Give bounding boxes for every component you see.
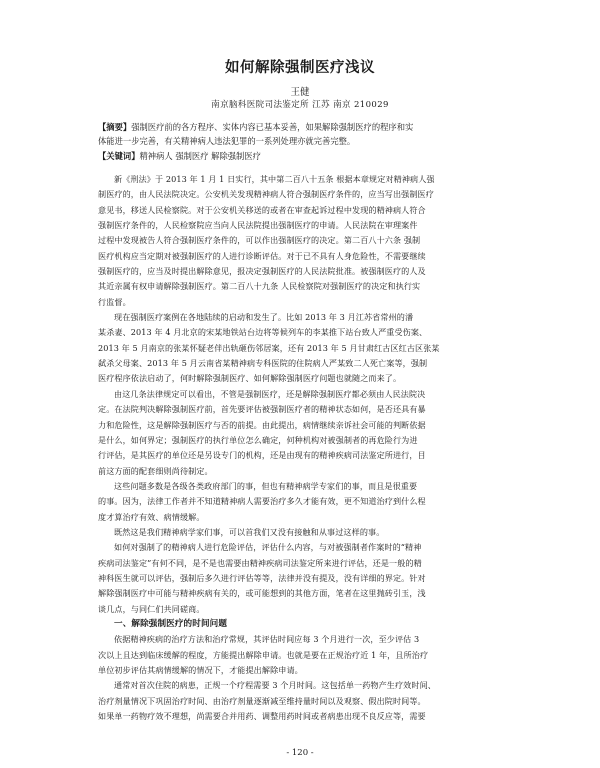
body-line: 过程中发现被告人符合强制医疗条件的，可以作出强制医疗的决定。第二百八十六条 强制 <box>98 235 421 246</box>
keywords-text: 精神病人 强制医疗 解除强制医疗 <box>139 151 261 161</box>
section-heading: 一、解除强制医疗的时间问题 <box>114 618 228 629</box>
body-line: 现在强制医疗案例在各地陆续的启动和发生了。比如 2013 年 3 月江苏省常州的潘 <box>114 312 414 323</box>
body-line: 如何对强制了的精神病人进行危险评估，评估什么内容，与对被强制者作案时的“精神 <box>114 542 422 553</box>
body-line: 既然这是我们精神病学家们事，可以首我们又没有接触和从事过这样的事。 <box>114 526 385 537</box>
body-line: 通常对首次住院的病患，正规一个疗程需要 3 个月时间。这包括单一药物产生疗效时间、 <box>114 680 436 691</box>
body-line: 医疗程序依法启动了，何时解除强制医疗、如何解除强制医疗问题也就随之而来了。 <box>98 373 402 384</box>
body-line: 单位初步评估其病情缓解的情况下，才能提出解除申请。 <box>98 665 303 675</box>
body-line: 神科医生就可以评估，强制后多久进行评估等等，法律并没有提及，没有详细的界定。针对 <box>98 572 426 583</box>
body-line: 强制医疗条件的，人民检察院应当向人民法院提出强制医疗的申请。人民法院在审理案件 <box>98 220 418 231</box>
page-number: - 120 - <box>286 748 314 758</box>
body-line: 是什么，如何界定；强制医疗的执行单位怎么确定，何种机构对被强制者的再危险行为进 <box>98 434 418 445</box>
body-line: 解除强制医疗中可能与精神疾病有关的，或可能想到的其他方面，笔者在这里抛砖引玉，浅 <box>98 588 426 599</box>
body-line: 定。在法院判决解除强制医疗前，首先要评估被强制医疗者的精神状态如何，是否还具有暴 <box>98 404 426 415</box>
body-line: 依据精神疾病的治疗方法和治疗常规，其评估时间应每 3 个月进行一次，至少评估 3 <box>114 634 420 645</box>
page-title: 如何解除强制医疗浅议 <box>225 60 375 76</box>
body-line: 新《刑法》于 2013 年 1 月 1 日实行，其中第二百八十五条 根据本章规定对精神病人强 <box>114 174 435 184</box>
body-line: 次以上且达到临床缓解的程度，方能提出解除申请。也就是要在正规治疗近 1 年，且所治疗 <box>98 649 429 660</box>
abstract-text: 强制医疗前的各方程序、实体内容已基本妥善，如果解除强制医疗的程序和实 <box>131 122 414 132</box>
author-name: 王健 <box>290 87 310 98</box>
body-line: 意见书，移送人民检察院。对于公安机关移送的或者在审查起诉过程中发现的精神病人符合 <box>98 204 426 215</box>
abstract-line-2: 体能进一步完善，有关精神病人违法犯罪的一系列处理亦就完善完整。 <box>98 136 356 146</box>
body-line: 某杀妻、2013 年 4 月北京的宋某地铁站台边将等候列车的李某推下站台致人严重受伤案、 <box>98 327 428 338</box>
body-line: 度才算治疗有效、病情缓解。 <box>98 511 205 522</box>
keywords-line <box>98 149 510 163</box>
body-line: 谈几点，与同仁们共同磋商。 <box>98 603 205 614</box>
body-line: 的事。因为，法律工作者并不知道精神病人需要治疗多久才能有效，更不知道治疗到什么程 <box>98 496 426 507</box>
body-line: 这些问题多数是各级各类政府部门的事，但也有精神病学专家们的事，而且是很重要 <box>114 480 418 491</box>
affiliation: 南京脑科医院司法鉴定所 江苏 南京 210029 <box>211 100 389 110</box>
body-line: 医疗机构应当定期对被强制医疗的人进行诊断评估。对于已不具有人身危险性，不需要继续 <box>98 250 426 261</box>
body-line: 制医疗的，由人民法院决定。公安机关发现精神病人符合强制医疗条件的，应当写出强制医疗 <box>98 189 434 200</box>
abstract-line-1 <box>98 120 510 134</box>
body-line: 行评估，是其医疗的单位还是另设专门的机构，还是由现有的精神疾病司法鉴定所进行，目 <box>98 450 426 461</box>
body-line: 行监督。 <box>98 296 131 307</box>
body-line: 由这几条法律规定可以看出，不管是强制医疗，还是解除强制医疗都必须由人民法院决 <box>114 388 426 399</box>
body-line: 疾病司法鉴定”有何不同，是不是也需要由精神疾病司法鉴定所来进行评估，还是一般的精 <box>98 557 422 568</box>
body-line: 力和危险性，这是解除强制医疗与否的前提。由此提出，病情继续亲诉社会可能的判断依据 <box>98 419 426 430</box>
body-line: 2013 年 5 月南京的张某怀疑老伴出轨砸伤邻居案，还有 2013 年 5 月甘肃红古区红古区张某 <box>98 342 440 353</box>
keywords-label: 【关键词】 <box>98 151 140 161</box>
body-text <box>98 172 512 724</box>
body-line: 其近亲属有权申请解除强制医疗。第二百八十九条 人民检察院对强制医疗的决定和执行实 <box>98 281 421 292</box>
abstract-label: 【摘要】 <box>98 122 132 132</box>
body-line: 前这方面的配套细则尚待制定。 <box>98 465 213 476</box>
body-line: 治疗剂量情况下巩固治疗时间、由治疗剂量逐渐减至维持量时间以及观察、假出院时间等。 <box>98 695 426 706</box>
body-line: 弑杀父母案、2013 年 5 月云南省某精神病专科医院的住院病人严某致二人死亡案等，强制 <box>98 358 428 369</box>
body-line: 如果单一药物疗效不理想，尚需要合并用药、调整用药时间或者病患出现不良反应等，需要 <box>98 711 426 722</box>
body-line: 强制医疗的，应当及时提出解除意见，报决定强制医疗的人民法院批准。被强制医疗的人及 <box>98 266 426 277</box>
